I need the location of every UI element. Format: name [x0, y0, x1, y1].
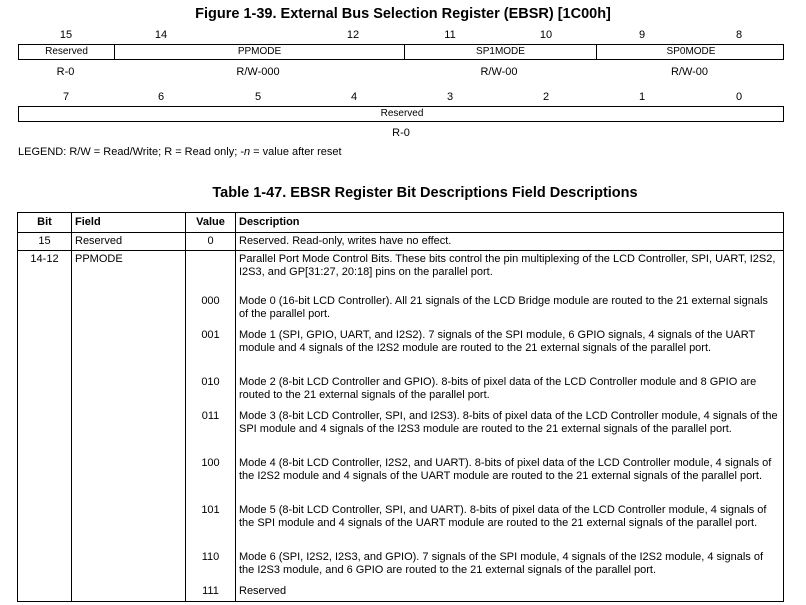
- row-bit: 14-12: [18, 251, 72, 602]
- mode-value: 100: [201, 457, 220, 469]
- mode-description: Mode 3 (8-bit LCD Controller, SPI, and I2S3). 8-bits of pixel data of the LCD Controller module, 4 signals of the SPI module and 4 signals of the I2S3 module are routed to the 21 external signals of the parallel port.: [239, 410, 778, 435]
- table-row: [18, 251, 784, 602]
- row-description: Reserved. Read-only, writes have no effect.: [236, 233, 784, 251]
- row-field: PPMODE: [72, 251, 186, 602]
- field-reserved-lower: Reserved: [380, 108, 424, 119]
- bit-number: 15: [59, 29, 73, 41]
- mode-description: Mode 6 (SPI, I2S2, I2S3, and GPIO). 7 signals of the SPI module, 4 signals of the I2S2 module, 4 signals of the I2S3 module, and 6 GPIO are routed to the 21 external signals of the parallel port.: [239, 551, 764, 576]
- field-ppmode: PPMODE: [114, 45, 404, 59]
- header-description: Description: [236, 213, 784, 233]
- table-header-row: [18, 213, 784, 233]
- row-values: [186, 251, 236, 602]
- register-upper-fields: [18, 44, 784, 60]
- row-field: Reserved: [72, 233, 186, 251]
- access-reserved-upper: R-0: [56, 66, 75, 78]
- header-field: Field: [72, 213, 186, 233]
- table-title: Table 1-47. EBSR Register Bit Descriptions Field Descriptions: [212, 185, 638, 201]
- bit-number: 4: [350, 91, 358, 103]
- mode-value: 000: [201, 295, 220, 307]
- mode-description: Mode 4 (8-bit LCD Controller, I2S2, and UART). 8-bits of pixel data of the LCD Controller module, 4 signals of the I2S2 module and 4 signals of the UART module are routed to the 21 external signals of the parallel port.: [239, 457, 772, 482]
- bit-number: 14: [154, 29, 168, 41]
- bit-number: 6: [157, 91, 165, 103]
- ppmode-intro: Parallel Port Mode Control Bits. These bits control the pin multiplexing of the LCD Controller, SPI, UART, I2S2, I2S3, and GP[31:27, 20:18] pins on the parallel port.: [239, 253, 776, 278]
- field-reserved-upper: Reserved: [45, 46, 88, 57]
- header-bit: Bit: [18, 213, 72, 233]
- bit-number: 11: [444, 29, 456, 41]
- access-sp0mode: R/W-00: [670, 66, 709, 78]
- bit-number: 7: [62, 91, 70, 103]
- bit-number: 1: [638, 91, 646, 103]
- bit-number: 0: [735, 91, 743, 103]
- field-sp1mode: SP1MODE: [404, 45, 596, 59]
- mode-description: Mode 5 (8-bit LCD Controller, SPI, and UART). 8-bits of pixel data of the LCD Controller module, 4 signals of the SPI module and 4 signals of the UART module are routed to the 21 external signals of the parallel port.: [239, 504, 767, 529]
- register-lower-fields: [18, 106, 784, 122]
- access-reserved-lower: R-0: [392, 127, 410, 139]
- field-sp0mode: SP0MODE: [596, 45, 785, 59]
- bit-number: 10: [539, 29, 553, 41]
- mode-value: 001: [201, 329, 220, 341]
- mode-description: Reserved: [239, 585, 287, 597]
- row-descriptions: [236, 251, 784, 602]
- mode-value: 101: [201, 504, 220, 516]
- mode-description: Mode 1 (SPI, GPIO, UART, and I2S2). 7 signals of the SPI module, 6 GPIO signals, 4 signals of the UART module and 4 signals of the I2S2 module are routed to the 21 external signals of the parallel port.: [239, 329, 756, 354]
- row-value: 0: [186, 233, 236, 251]
- legend-prefix: LEGEND: R/W = Read/Write; R = Read only; -: [18, 146, 244, 158]
- access-sp1mode: R/W-00: [480, 66, 518, 78]
- access-ppmode: R/W-000: [236, 66, 280, 78]
- figure-title: Figure 1-39. External Bus Selection Register (EBSR) [1C00h]: [195, 6, 611, 22]
- bit-number: 8: [735, 29, 743, 41]
- row-bit: 15: [18, 233, 72, 251]
- mode-description: Mode 0 (16-bit LCD Controller). All 21 signals of the LCD Bridge module are routed to the 21 external signals of the parallel port.: [239, 295, 768, 320]
- bit-number: 12: [346, 29, 360, 41]
- field-description-table: [17, 212, 784, 602]
- bit-number: 3: [446, 91, 454, 103]
- bit-number: 2: [542, 91, 550, 103]
- legend-n: n: [243, 146, 251, 158]
- mode-value: 111: [202, 585, 219, 597]
- mode-value: 010: [201, 376, 220, 388]
- bit-number: 9: [638, 29, 646, 41]
- legend-suffix: = value after reset: [250, 146, 342, 158]
- bit-number: 5: [254, 91, 262, 103]
- legend: [18, 146, 342, 158]
- mode-description: Mode 2 (8-bit LCD Controller and GPIO). 8-bits of pixel data of the LCD Controller module and 8 GPIO are routed to the 21 external signals of the parallel port.: [239, 376, 757, 401]
- mode-value: 011: [201, 410, 220, 422]
- mode-value: 110: [201, 551, 220, 563]
- table-row: [18, 233, 784, 251]
- header-value: Value: [186, 213, 236, 233]
